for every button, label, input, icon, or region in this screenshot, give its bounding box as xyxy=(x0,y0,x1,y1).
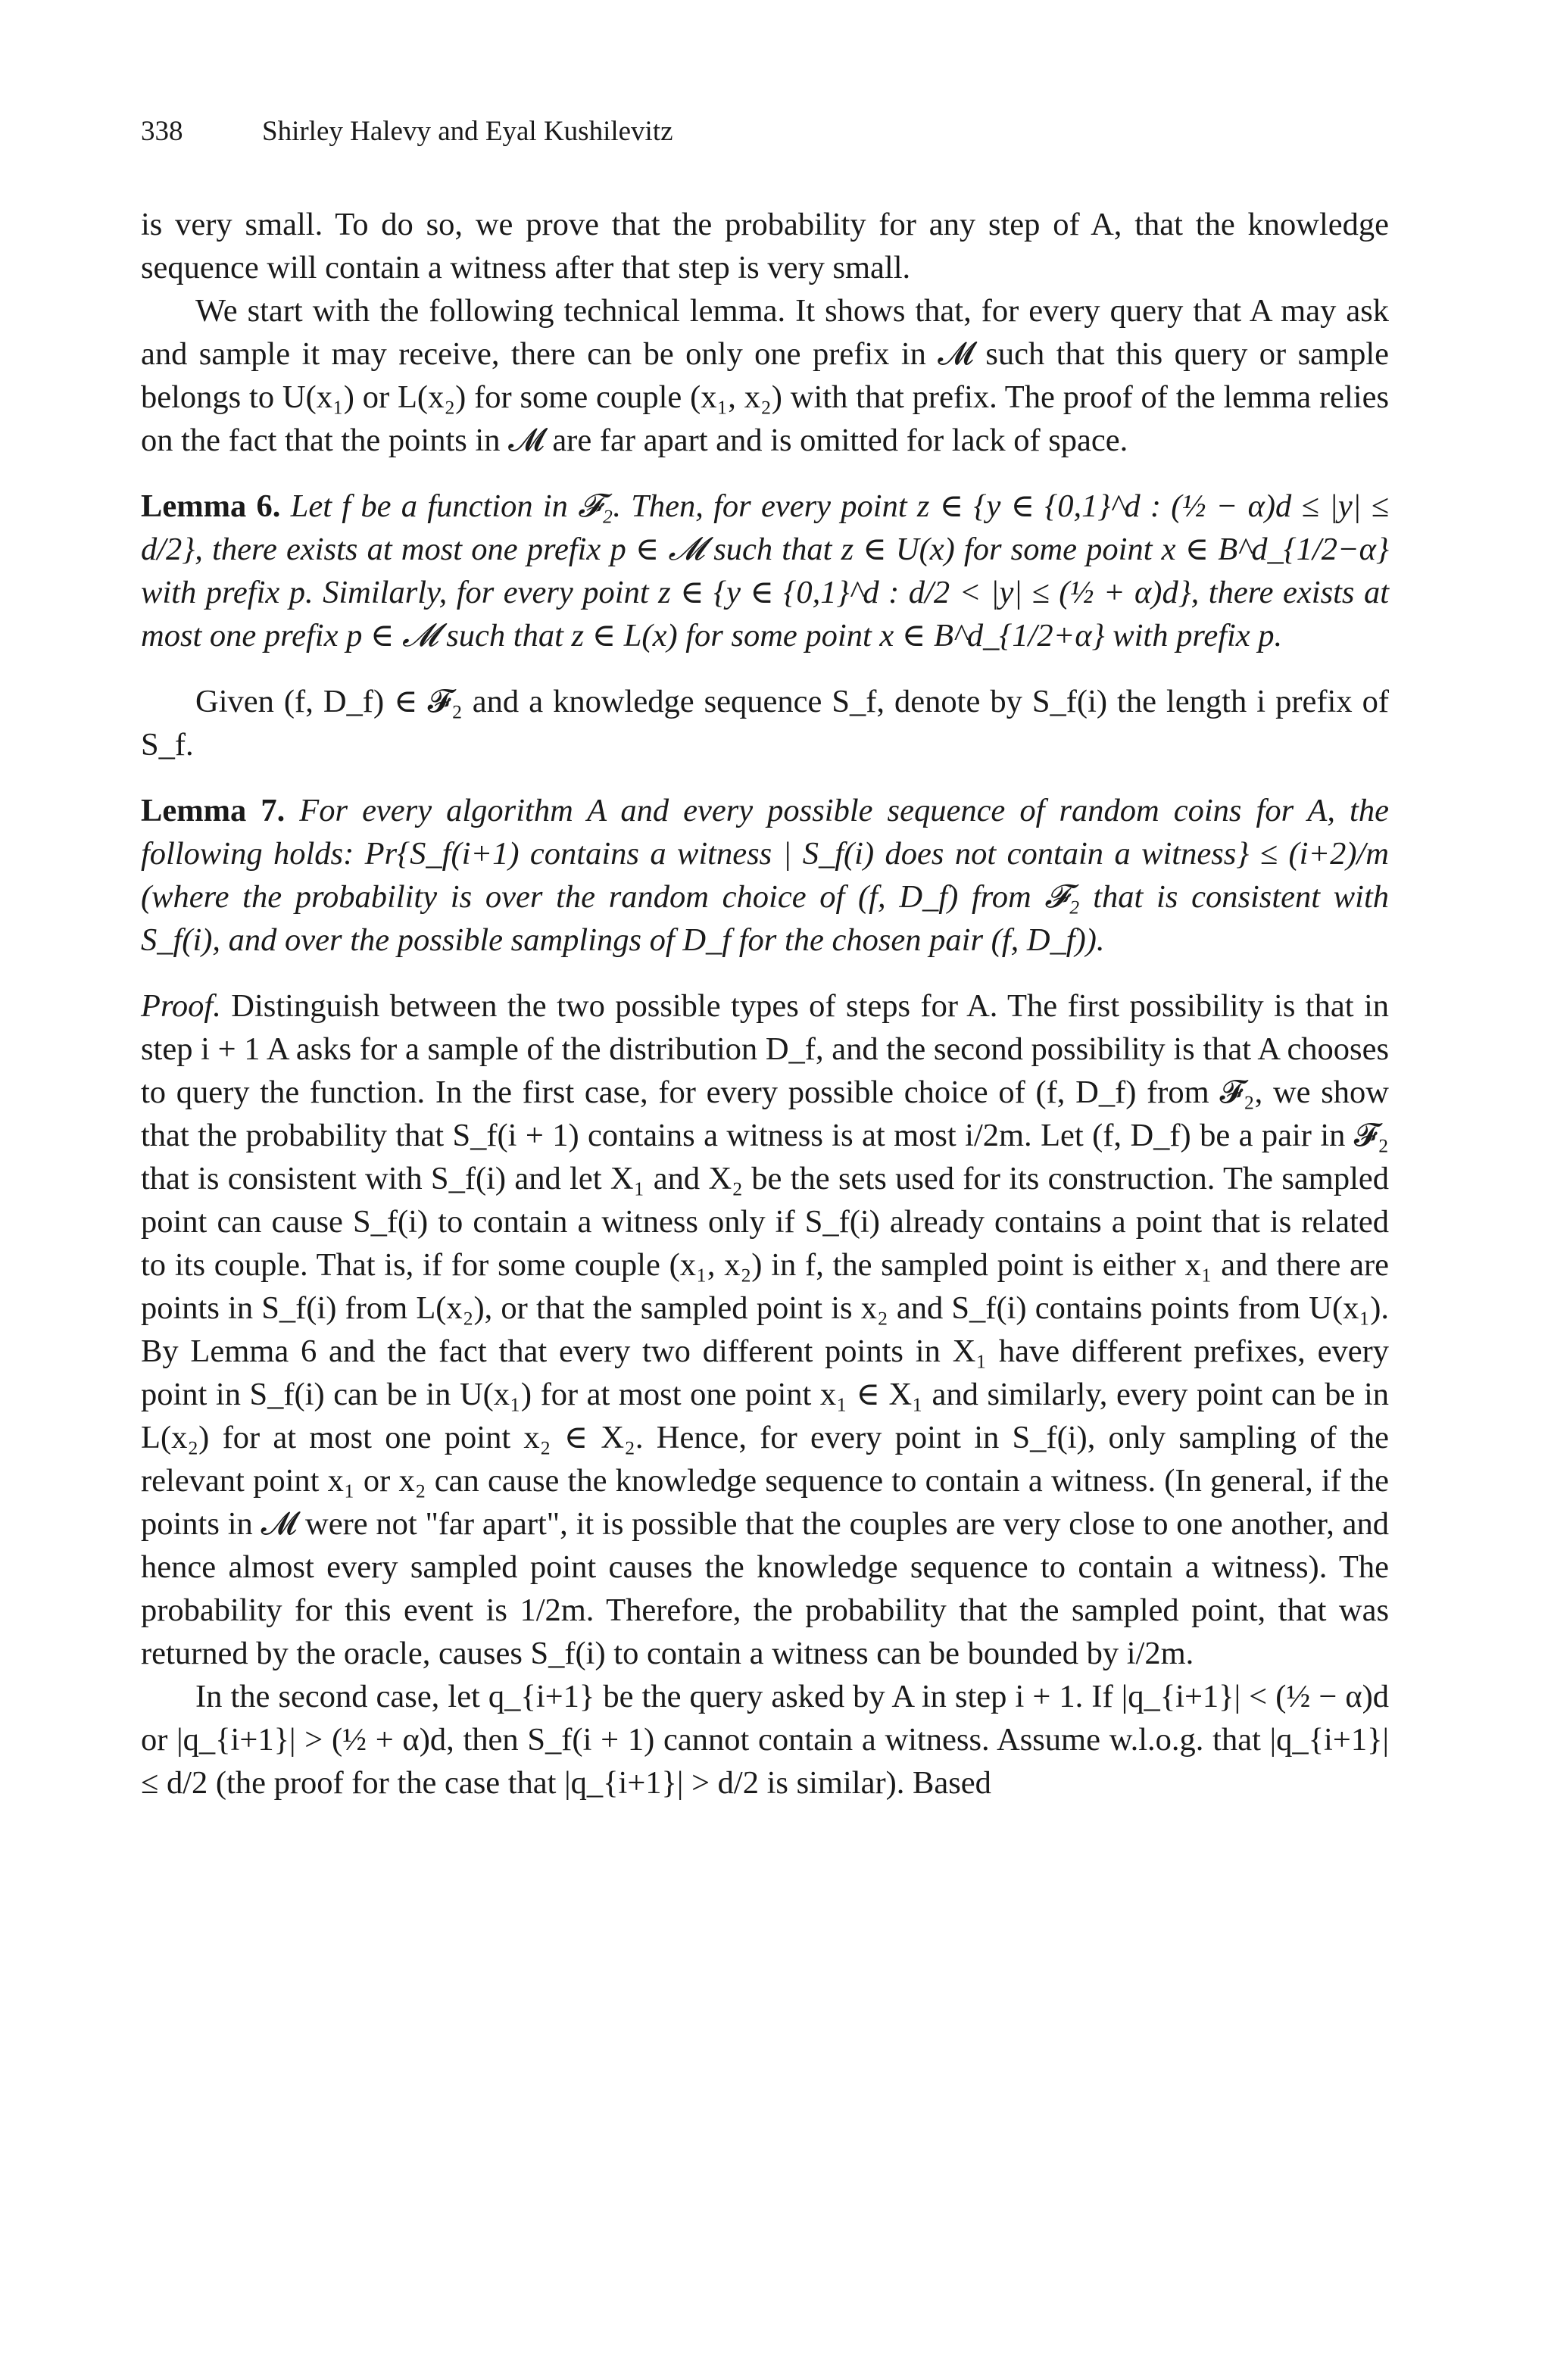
running-title: Shirley Halevy and Eyal Kushilevitz xyxy=(262,116,673,147)
lemma-6-text: Let f be a function in 𝓕₂. Then, for every point z ∈ {y ∈ {0,1}^d : (½ − α)d ≤ |y| ≤ d/2}, there exists at most one prefix p ∈ 𝓜 such that z ∈ U(x) for some point x ∈ B^d_{1/2−α} with prefix p. Similarly, for every point z ∈ {y ∈ {0,1}^d : d/2 < |y| ≤ (½ + α)d}, there exists at most one prefix p ∈ 𝓜 such that z ∈ L(x) for some point x ∈ B^d_{1/2+α} with prefix p. xyxy=(141,488,1389,653)
lemma-7-label: Lemma 7. xyxy=(141,793,286,828)
running-header xyxy=(141,115,673,148)
paragraph-intro: is very small. To do so, we prove that the probability for any step of A, that the knowledge sequence will contain a witness after that step is very small. xyxy=(141,207,1389,285)
lemma-7 xyxy=(141,789,1389,962)
proof-text: Distinguish between the two possible types of steps for A. The first possibility is that in step i + 1 A asks for a sample of the distribution D_f, and the second possibility is that A chooses to query the function. In the first case, for every possible choice of (f, D_f) from 𝓕₂, we show that the probability that S_f(i + 1) contains a witness is at most i/2m. Let (f, D_f) be a pair in 𝓕₂ that is consistent with S_f(i) and let X₁ and X₂ be the sets used for its construction. The sampled point can cause S_f(i) to contain a witness only if S_f(i) already contains a point that is related to its couple. That is, if for some couple (x₁, x₂) in f, the sampled point is either x₁ and there are points in S_f(i) from L(x₂), or that the sampled point is x₂ and S_f(i) contains points from U(x₁). By Lemma 6 and the fact that every two different points in X₁ have different prefixes, every point in S_f(i) can be in U(x₁) for at most one point x₁ ∈ X₁ and similarly, every point can be in L(x₂) for at most one point x₂ ∈ X₂. Hence, for every point in S_f(i), only sampling of the relevant point x₁ or x₂ can cause the knowledge sequence to contain a witness. (In general, if the points in 𝓜 were not "far apart", it is possible that the couples are very close to one another, and hence almost every sampled point causes the knowledge sequence to contain a witness). The probability for this event is 1/2m. Therefore, the probability that the sampled point, that was returned by the oracle, causes S_f(i) to contain a witness can be bounded by i/2m. xyxy=(141,988,1390,1671)
paragraph-technical-lemma: We start with the following technical lemma. It shows that, for every query that A may ask and sample it may receive, there can be only one prefix in 𝓜 such that this query or sample belongs to U(x₁) or L(x₂) for some couple (x₁, x₂) with that prefix. The proof of the lemma relies on the fact that the points in 𝓜 are far apart and is omitted for lack of space. xyxy=(141,293,1389,458)
lemma-6 xyxy=(141,485,1389,657)
paragraph-second-case: In the second case, let q_{i+1} be the query asked by A in step i + 1. If |q_{i+1}| < (½ − α)d or |q_{i+1}| > (½ + α)d, then S_f(i + 1) cannot contain a witness. Assume w.l.o.g. that |q_{i+1}| ≤ d/2 (the proof for the case that |q_{i+1}| > d/2 is similar). Based xyxy=(141,1679,1389,1801)
proof-label: Proof. xyxy=(141,988,221,1024)
lemma-6-label: Lemma 6. xyxy=(141,488,281,524)
page-number: 338 xyxy=(141,116,183,147)
proof xyxy=(141,984,1389,1675)
lemma-7-text: For every algorithm A and every possible sequence of random coins for A, the following holds: Pr{S_f(i+1) contains a witness | S_f(i) does not contain a witness} ≤ (i+2)/m (where the probability is over the random choice of (f, D_f) from 𝓕₂ that is consistent with S_f(i), and over the possible samplings of D_f for the chosen pair (f, D_f)). xyxy=(141,793,1389,958)
paragraph-given: Given (f, D_f) ∈ 𝓕₂ and a knowledge sequence S_f, denote by S_f(i) the length i prefix of S_f. xyxy=(141,684,1389,763)
body-text xyxy=(141,203,1389,1804)
